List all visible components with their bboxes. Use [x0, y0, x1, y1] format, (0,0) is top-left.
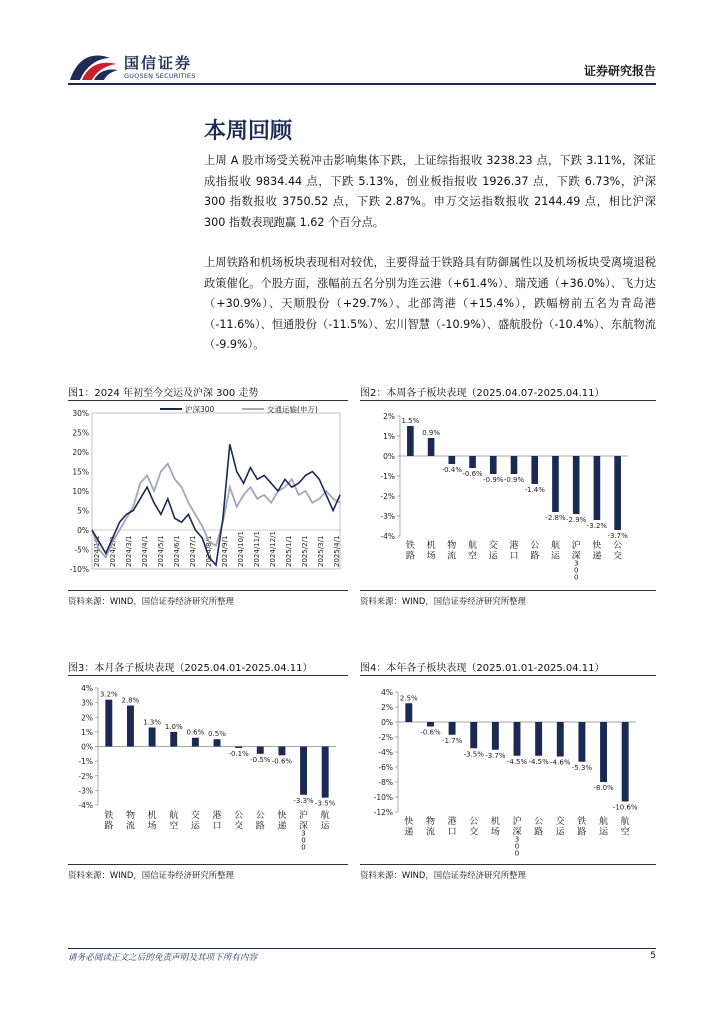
x-tick-label: 2024/5/1 [157, 535, 165, 567]
data-label: -5.3% [571, 763, 593, 772]
category-label: 物流 [425, 817, 435, 838]
figure-1-title: 图1：2024 年初至今交运及沪深 300 走势 [68, 388, 259, 399]
data-label: -0.9% [483, 476, 504, 484]
y-tick-label: 1% [81, 727, 93, 737]
figure-2-bar-chart [360, 403, 656, 588]
bar [322, 747, 329, 798]
bar [235, 747, 242, 748]
figure-3-source: 资料来源：WIND，国信证券经济研究所整理 [68, 870, 234, 880]
figure-2-title: 图2：本周各子板块表现（2025.04.07-2025.04.11） [360, 388, 605, 399]
bar [622, 722, 629, 802]
category-label: 机场 [147, 811, 157, 832]
y-tick-label: -3% [78, 786, 93, 796]
bar [427, 722, 434, 727]
bar [300, 747, 307, 795]
data-label: -0.6% [420, 728, 441, 737]
bar [490, 456, 497, 474]
x-tick-label: 2024/7/1 [189, 535, 197, 567]
bar [552, 456, 559, 512]
data-label: -3.5% [315, 799, 336, 808]
bar [449, 456, 456, 464]
data-label: -4.6% [550, 758, 571, 767]
category-label: 航运 [599, 817, 609, 838]
y-tick-label: 1% [383, 432, 395, 441]
category-label: 公交 [469, 817, 479, 838]
category-label: 公路 [255, 811, 265, 832]
data-label: -3.2% [586, 522, 608, 530]
data-label: -1.4% [524, 486, 545, 494]
category-label: 公交 [613, 541, 623, 562]
figure-4-bottom-rule [360, 864, 656, 865]
bar [449, 722, 456, 735]
category-label: 交运 [488, 541, 498, 562]
data-label: -0.6% [462, 470, 483, 478]
figure-1-top-rule [68, 400, 348, 401]
bar [127, 706, 134, 747]
paragraph-market-review: 上周 A 股市场受关税冲击影响集体下跌，上证综指报收 3238.23 点，下跌 3.11%，深证成指报收 9834.44 点，下跌 5.13%，创业板指报收 1926.37 点，下跌 6.73%，沪深 300 指数报收 3750.52 点，下跌 2.87%。申万交运指数报收 2144.49 点，相比沪深 300 指数表现跑赢 1.62 个百分点。 [204, 154, 656, 229]
y-tick-label: -10% [373, 793, 393, 802]
figure-4-bar-chart [360, 678, 656, 862]
x-tick-label: 2025/3/1 [317, 535, 325, 567]
bar [614, 456, 621, 530]
x-tick-label: 2024/11/1 [253, 531, 261, 567]
x-tick-label: 2025/4/1 [333, 535, 341, 567]
category-label: 航空 [620, 817, 630, 838]
header-divider [68, 83, 656, 85]
y-tick-label: 0% [383, 452, 395, 461]
footer-divider [68, 948, 656, 949]
bar [578, 722, 585, 762]
category-label: 机场 [490, 817, 500, 838]
category-label: 快递 [404, 817, 414, 838]
figure-4-title: 图4：本年各子板块表现（2025.01.01-2025.04.11） [360, 663, 605, 674]
category-label: 快递 [277, 811, 287, 832]
bar [511, 456, 518, 474]
y-tick-label: 2% [383, 412, 395, 421]
y-tick-label: 20% [72, 448, 89, 457]
figure-2-bottom-rule [360, 590, 656, 591]
section-title: 本周回顾 [204, 119, 293, 144]
category-label: 机场 [426, 541, 436, 562]
data-label: 0.5% [208, 730, 226, 739]
y-tick-label: 2% [381, 703, 393, 712]
data-label: 1.3% [143, 718, 161, 727]
bar [514, 722, 521, 756]
category-label: 公路 [530, 541, 540, 562]
bar [428, 438, 435, 456]
bar [600, 722, 607, 782]
category-label: 港口 [212, 811, 222, 832]
data-label: -1.7% [441, 736, 463, 745]
x-tick-label: 2024/2/1 [109, 535, 117, 567]
category-label: 沪深 3 0 0 [512, 817, 522, 858]
data-label: -2.9% [566, 516, 587, 524]
y-tick-label: 4% [81, 684, 93, 693]
y-tick-label: -5% [74, 545, 89, 555]
bar [170, 732, 177, 747]
data-label: -4.5% [506, 757, 528, 766]
bar [535, 722, 542, 756]
footer-disclaimer: 请务必阅读正文之后的免责声明及其项下所有内容 [68, 953, 258, 963]
category-label: 航空 [468, 541, 478, 562]
y-tick-label: -8% [378, 778, 393, 787]
bar [405, 703, 412, 722]
data-label: 3.2% [99, 690, 118, 699]
figure-3-title: 图3：本月各子板块表现（2025.04.01-2025.04.11） [68, 663, 313, 674]
figure-3-top-rule [68, 675, 348, 676]
category-label: 航空 [169, 811, 179, 832]
page-number: 5 [650, 951, 656, 961]
bar [492, 722, 499, 750]
y-tick-label: 0% [381, 718, 393, 727]
y-tick-label: -4% [78, 801, 93, 810]
y-tick-label: -2% [378, 733, 393, 742]
category-label: 铁路 [405, 541, 415, 562]
bar [407, 426, 414, 456]
category-label: 港口 [509, 541, 519, 562]
bar [149, 727, 156, 746]
bar [278, 747, 285, 756]
y-tick-label: 5% [77, 506, 89, 516]
category-label: 沪深 3 0 0 [299, 811, 309, 852]
x-tick-label: 2024/4/1 [141, 535, 149, 567]
x-tick-label: 2024/3/1 [125, 535, 133, 567]
paragraph-sector-review: 上周铁路和机场板块表现相对较优，主要得益于铁路具有防御属性以及机场板块受离境退税政策催化。个股方面，涨幅前五名分别为连云港（+61.4%）、瑞茂通（+36.0%）、飞力达（+30.9%）、天顺股份（+29.7%）、北部湾港（+15.4%），跌幅榜前五名为青岛港（-11.6%）、恒通股份（-11.5%）、宏川智慧（-10.9%）、盛航股份（-10.4%）、东航物流（-9.9%）。 [204, 256, 656, 351]
bar [192, 738, 199, 747]
figure-4-top-rule [360, 675, 656, 676]
data-label: 2.8% [121, 696, 140, 705]
data-label: -0.9% [503, 476, 525, 484]
y-tick-label: 2% [81, 713, 93, 723]
data-label: 2.5% [399, 694, 418, 703]
x-tick-label: 2024/1/1 [93, 535, 101, 567]
data-label: -2.8% [545, 514, 566, 522]
legend-label: 沪深300 [185, 405, 215, 414]
data-label: -3.3% [293, 796, 314, 805]
category-label: 交运 [555, 817, 565, 838]
figure-3-bar-chart [68, 678, 348, 862]
figure-1-bottom-rule [68, 590, 348, 591]
category-label: 公交 [234, 811, 244, 832]
category-label: 航运 [550, 541, 560, 562]
category-label: 交运 [190, 811, 200, 832]
y-tick-label: -12% [373, 808, 393, 817]
guosen-logo-icon [68, 50, 120, 86]
y-tick-label: -2% [78, 771, 93, 781]
logo-subtext: GUOSEN SECURITIES [124, 72, 196, 80]
category-label: 港口 [447, 817, 457, 838]
category-label: 物流 [125, 811, 135, 832]
y-tick-label: -1% [78, 757, 93, 767]
data-label: 0.9% [422, 429, 440, 437]
data-label: -10.6% [612, 803, 638, 812]
y-tick-label: 25% [72, 428, 89, 438]
legend-label: 交通运输(申万) [267, 405, 318, 414]
logo-text: 国信证券 [124, 54, 193, 72]
figure-3-bottom-rule [68, 864, 348, 865]
x-tick-label: 2024/10/1 [237, 531, 245, 567]
data-label: -8.0% [593, 784, 614, 792]
data-label: -0.1% [228, 749, 249, 758]
y-tick-label: -1% [380, 472, 395, 481]
category-label: 航运 [320, 811, 330, 832]
data-label: -0.5% [250, 755, 271, 764]
figure-1-source: 资料来源：WIND，国信证券经济研究所整理 [68, 596, 234, 606]
category-label: 铁路 [104, 811, 114, 832]
x-tick-label: 2024/12/1 [269, 531, 277, 567]
data-label: -0.4% [441, 466, 462, 474]
bar [594, 456, 601, 520]
data-label: 1.0% [164, 722, 183, 731]
data-label: 0.6% [186, 728, 205, 737]
y-tick-label: 15% [72, 467, 89, 477]
y-tick-label: -2% [380, 492, 395, 501]
y-tick-label: -10% [69, 565, 89, 574]
bar [573, 456, 580, 514]
category-label: 物流 [447, 541, 457, 562]
x-tick-label: 2024/6/1 [173, 535, 181, 567]
category-label: 快递 [592, 541, 602, 562]
data-label: -3.5% [463, 750, 484, 759]
x-tick-label: 2025/1/1 [285, 535, 293, 567]
y-tick-label: 0% [81, 742, 93, 752]
y-tick-label: 10% [72, 487, 89, 496]
bar [257, 747, 264, 754]
y-tick-label: -6% [378, 763, 393, 772]
figure-2-top-rule [360, 400, 656, 401]
x-tick-label: 2025/2/1 [301, 535, 309, 567]
x-tick-label: 2024/8/1 [205, 535, 213, 567]
bar [557, 722, 564, 757]
x-tick-label: 2024/9/1 [221, 535, 229, 567]
data-label: -4.5% [528, 757, 549, 766]
y-tick-label: 3% [81, 698, 93, 708]
bar [470, 722, 477, 748]
y-tick-label: -4% [378, 748, 393, 757]
y-tick-label: 4% [381, 688, 393, 697]
category-label: 铁路 [577, 817, 587, 838]
y-tick-label: -4% [380, 532, 395, 541]
bar [469, 456, 476, 468]
figure-2-source: 资料来源：WIND，国信证券经济研究所整理 [360, 596, 526, 606]
data-label: -3.7% [607, 532, 628, 540]
category-label: 沪深 3 0 0 [571, 541, 581, 582]
y-tick-label: 30% [72, 409, 89, 418]
data-label: 1.5% [401, 417, 420, 425]
bar [531, 456, 538, 484]
y-tick-label: 0% [77, 526, 89, 535]
figure-4-source: 资料来源：WIND，国信证券经济研究所整理 [360, 870, 526, 880]
bar [105, 700, 112, 747]
figure-1-line-chart [68, 403, 348, 588]
bar [214, 739, 221, 746]
data-label: -3.7% [485, 751, 506, 760]
data-label: -0.6% [271, 757, 293, 766]
y-tick-label: -3% [380, 512, 395, 521]
report-type-label: 证券研究报告 [583, 64, 656, 78]
category-label: 公路 [534, 817, 544, 838]
